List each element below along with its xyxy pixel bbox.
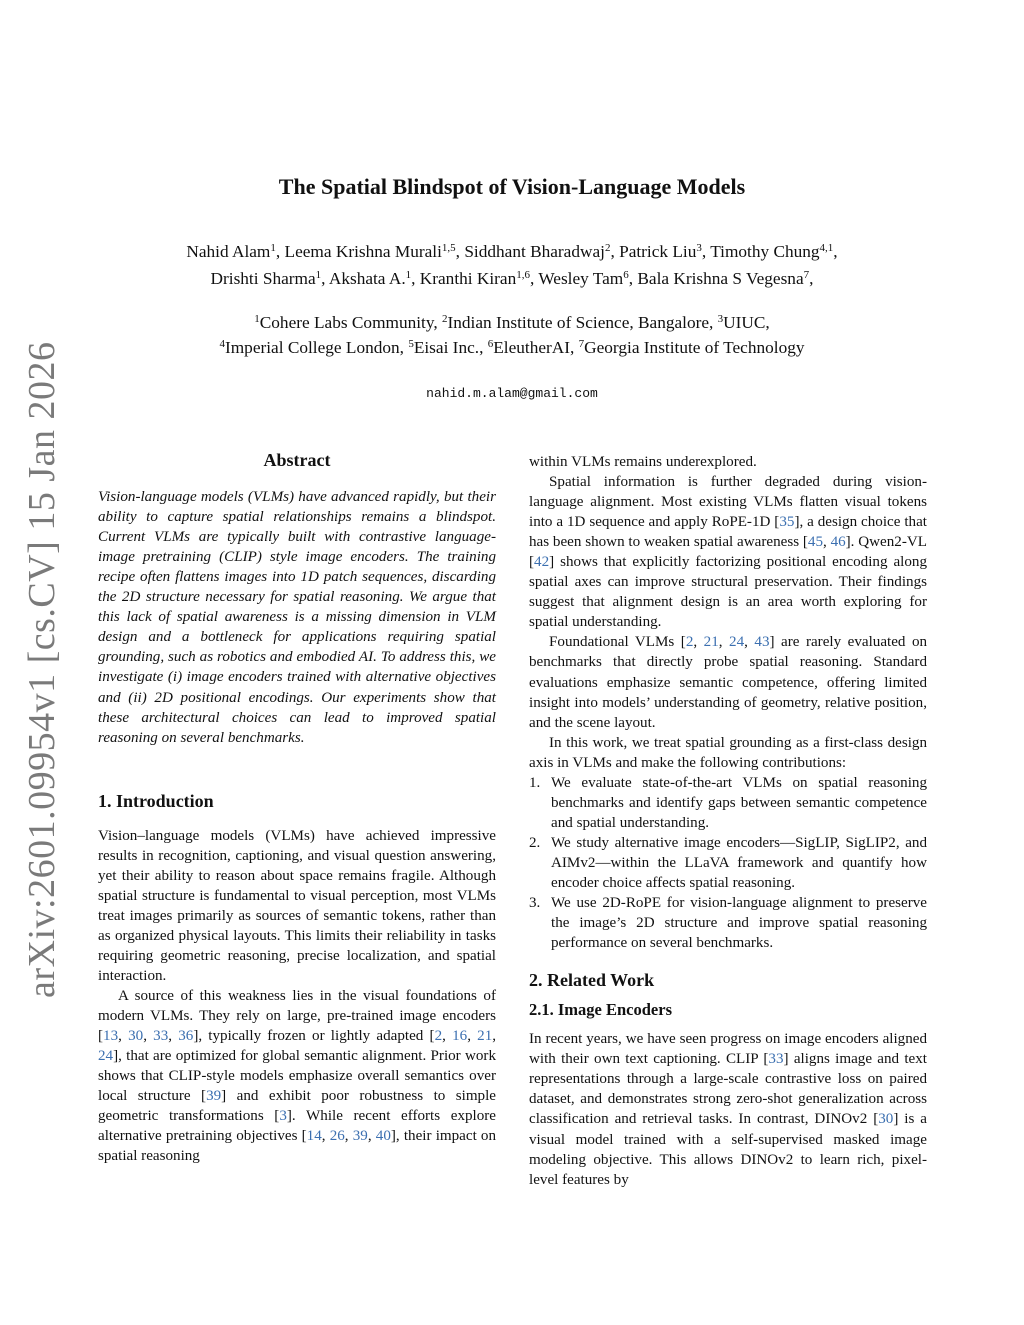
author-or-affiliation: Timothy Chung$^{4,1}$, (710, 242, 838, 261)
citation-link[interactable]: 21 (477, 1028, 493, 1045)
citation-link[interactable]: 33 (153, 1028, 169, 1045)
author-or-affiliation: Akshata A.$^1$, (328, 269, 420, 288)
author-list (100, 238, 924, 292)
citation-link[interactable]: 39 (206, 1088, 222, 1105)
citation-link[interactable]: 46 (830, 534, 846, 551)
right-column (529, 452, 927, 1190)
citation-link[interactable]: 26 (329, 1128, 345, 1145)
citation-link[interactable]: 2 (685, 634, 694, 651)
citation-link[interactable]: 45 (807, 534, 823, 551)
citation-link[interactable]: 16 (452, 1028, 468, 1045)
citation-link[interactable]: 30 (878, 1111, 894, 1128)
introduction-heading: 1. Introduction (98, 790, 214, 811)
citation-link[interactable]: 24 (729, 634, 745, 651)
paragraph-spatial-information: Spatial information is further degraded during vision-language alignment. Most existing VLMs flatten visual tokens into a 1D sequence and apply RoPE-1D [35], a design choice that has been shown to weaken spatial awareness [45, 46]. Qwen2-VL [42] shows that explicitly factorizing positional encoding along spatial axes can improve structural preservation. Their findings suggest that alignment design is an area worth exploring for spatial understanding. (529, 474, 927, 631)
author-or-affiliation: Nahid Alam$^1$, (186, 242, 285, 261)
intro-paragraph-2: A source of this weakness lies in the visual foundations of modern VLMs. They rely on large, pre-trained image encoders [13, 30, 33, 36], typically frozen or lightly adapted [2, 16, 21, 24], that are optimized for global semantic alignment. Prior work shows that CLIP-style models emphasize overall semantics over local structure [39] and exhibit poor robustness to simple geometric transformations [3]. While recent efforts explore alternative pretraining objectives [14, 26, 39, 40], their impact on spatial reasoning (98, 988, 497, 1165)
author-or-affiliation: $^7$Georgia Institute of Technology (578, 338, 805, 357)
author-or-affiliation: Patrick Liu$^3$, (619, 242, 711, 261)
citation-link[interactable]: 14 (306, 1128, 322, 1145)
citation-link[interactable]: 2 (434, 1028, 443, 1045)
author-or-affiliation: $^2$Indian Institute of Science, Bangalore, (442, 313, 718, 332)
citation-link[interactable]: 3 (279, 1108, 287, 1125)
citation-link[interactable]: 13 (103, 1028, 119, 1045)
intro-paragraph-1: Vision–language models (VLMs) have achieved impressive results in recognition, captioning, and visual question answering, yet their ability to reason about space remains fragile. Although spatial structure is fundamental to visual perception, most VLMs treat images primarily as sources of semantic tokens, rather than as organized physical layouts. This limits their reliability in tasks requiring geometric reasoning, precise localization, and spatial interaction. (98, 827, 496, 985)
author-or-affiliation: Kranthi Kiran$^{1,6}$, (419, 269, 539, 288)
citation-link[interactable]: 40 (375, 1128, 391, 1145)
author-or-affiliation: Bala Krishna S Vegesna$^7$, (637, 269, 814, 288)
citation-link[interactable]: 30 (128, 1028, 144, 1045)
citation-link[interactable]: 21 (703, 634, 719, 651)
citation-link[interactable]: 39 (352, 1128, 368, 1145)
left-column (98, 450, 496, 1167)
citation-link[interactable]: 43 (754, 634, 770, 651)
contact-email[interactable]: nahid.m.alam@gmail.com (426, 386, 598, 401)
image-encoders-heading: 2.1. Image Encoders (529, 1000, 672, 1020)
contributions-list (529, 773, 927, 953)
author-or-affiliation: $^5$Eisai Inc., (408, 338, 488, 357)
citation-link[interactable]: 36 (178, 1028, 194, 1045)
list-item: 3. We use 2D-RoPE for vision-language alignment to preserve the image’s 2D structure and improve spatial reasoning performance on several benchmarks. (529, 895, 927, 952)
paragraph-foundational-vlms: Foundational VLMs [2, 21, 24, 43] are rarely evaluated on benchmarks that directly probe spatial reasoning. Standard evaluations emphasize semantic competence, offering limited insight into models’ understanding of geometry, relative position, and the scene layout. (529, 634, 928, 731)
author-or-affiliation: Leema Krishna Murali$^{1,5}$, (284, 242, 465, 261)
citation-link[interactable]: 35 (779, 514, 795, 531)
list-item: 1. We evaluate state-of-the-art VLMs on spatial reasoning benchmarks and identify gaps between semantic competence and spatial understanding. (529, 774, 927, 831)
author-or-affiliation: $^3$UIUC, (717, 313, 770, 332)
abstract-heading: Abstract (263, 450, 331, 470)
arxiv-identifier: arXiv:2601.09954v1 [cs.CV] 15 Jan 2026 (21, 341, 63, 999)
citation-link[interactable]: 24 (98, 1048, 114, 1065)
author-or-affiliation: $^1$Cohere Labs Community, (254, 313, 442, 332)
abstract-text: Vision-language models (VLMs) have advanced rapidly, but their ability to capture spatial relationships remains a blindspot. Current VLMs are typically built with contrastive language-image pretraining (CLIP) style image encoders. The training recipe often flattens images into 1D patch sequences, discarding the 2D structure necessary for spatial reasoning. We argue that this lack of spatial awareness is a missing dimension in VLM design and a bottleneck for applications requiring spatial grounding, such as robotics and embodied AI. To address this, we investigate (i) image encoders trained with alternative objectives and (ii) 2D positional encodings. Our experiments show that these architectural choices can lead to improved spatial reasoning on several benchmarks. (98, 489, 496, 746)
paragraph-this-work: In this work, we treat spatial grounding as a first-class design axis in VLMs and make the following contributions: (529, 734, 927, 771)
intro-continuation: within VLMs remains underexplored. (529, 454, 757, 470)
affiliations (100, 310, 924, 360)
author-or-affiliation: Drishti Sharma$^1$, (210, 269, 329, 288)
list-item: 2. We study alternative image encoders—SigLIP, SigLIP2, and AIMv2—within the LLaVA framework and quantify how encoder choice affects spatial reasoning. (529, 834, 927, 891)
citation-link[interactable]: 33 (768, 1051, 784, 1068)
author-or-affiliation: Siddhant Bharadwaj$^2$, (464, 242, 620, 261)
paper-title: The Spatial Blindspot of Vision-Language Models (278, 174, 746, 199)
author-or-affiliation: Wesley Tam$^6$, (538, 269, 638, 288)
citation-link[interactable]: 42 (534, 554, 550, 571)
author-or-affiliation: $^6$EleutherAI, (487, 338, 579, 357)
author-or-affiliation: $^4$Imperial College London, (219, 338, 409, 357)
related-work-heading: 2. Related Work (529, 970, 655, 991)
paragraph-image-encoders: In recent years, we have seen progress on image encoders aligned with their own text captioning. CLIP [33] aligns image and text representations through a large-scale contrastive loss on paired dataset, and demonstrates strong zero-shot generalization across classification and retrieval tasks. In contrast, DINOv2 [30] is a visual model trained with a self-supervised masked image modeling objective. This allows DINOv2 to learn rich, pixel-level features by (529, 1031, 928, 1188)
